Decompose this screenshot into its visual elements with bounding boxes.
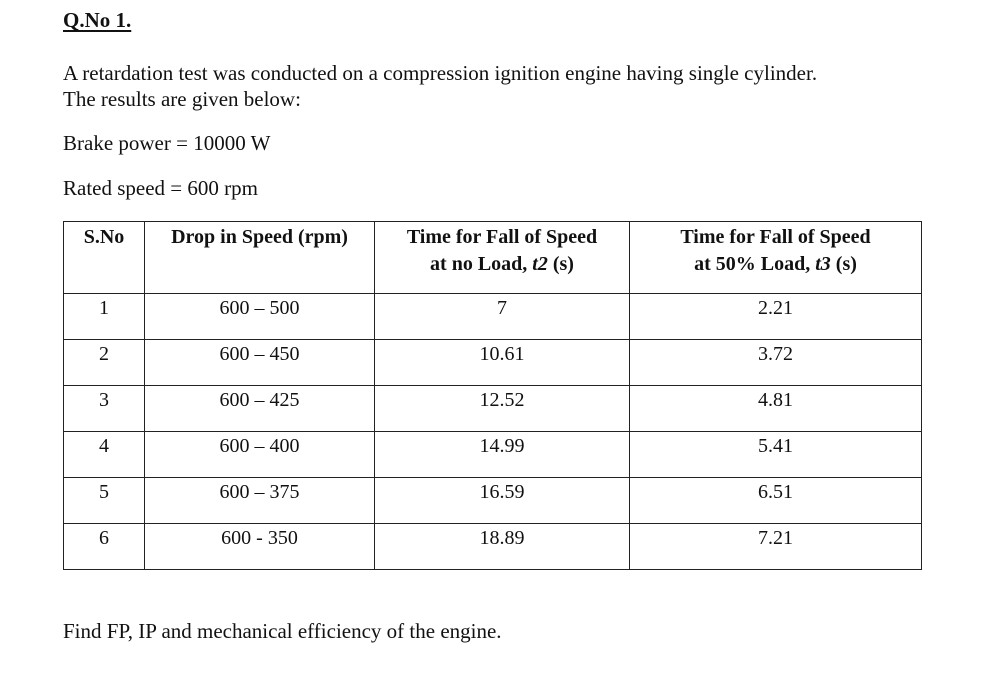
cell-sno: 6: [64, 524, 145, 570]
cell-t3: 3.72: [630, 340, 922, 386]
intro-line-1: A retardation test was conducted on a compression ignition engine having single cylinder.: [63, 61, 818, 85]
cell-t3: 7.21: [630, 524, 922, 570]
cell-sno: 4: [64, 432, 145, 478]
results-table: [63, 221, 922, 570]
cell-sno: 1: [64, 294, 145, 340]
header-time-no-load-line1: Time for Fall of Speed: [406, 226, 598, 248]
cell-sno: 2: [64, 340, 145, 386]
header-time-no-load-line2: at no Load, t2 (s): [430, 253, 574, 275]
rated-speed: Rated speed = 600 rpm: [63, 176, 258, 200]
cell-t2: 10.61: [375, 340, 630, 386]
cell-t3: 4.81: [630, 386, 922, 432]
header-drop-in-speed: Drop in Speed (rpm): [145, 222, 375, 294]
cell-sno: 3: [64, 386, 145, 432]
table-row: [64, 432, 922, 478]
header-sno: S.No: [64, 222, 145, 294]
cell-drop: 600 – 400: [145, 432, 375, 478]
question-intro: [63, 60, 943, 112]
brake-power: Brake power = 10000 W: [63, 131, 271, 155]
header-time-half-load-line2: at 50% Load, t3 (s): [694, 253, 857, 275]
table-row: [64, 524, 922, 570]
cell-t3: 5.41: [630, 432, 922, 478]
header-time-half-load: [630, 222, 922, 294]
cell-t2: 18.89: [375, 524, 630, 570]
cell-drop: 600 – 450: [145, 340, 375, 386]
intro-line-2: The results are given below:: [63, 87, 301, 111]
cell-drop: 600 – 425: [145, 386, 375, 432]
cell-t3: 2.21: [630, 294, 922, 340]
cell-drop: 600 - 350: [145, 524, 375, 570]
question-task: Find FP, IP and mechanical efficiency of the engine.: [63, 619, 502, 643]
header-time-no-load: [375, 222, 630, 294]
table-row: [64, 478, 922, 524]
cell-sno: 5: [64, 478, 145, 524]
cell-t2: 7: [375, 294, 630, 340]
cell-drop: 600 – 375: [145, 478, 375, 524]
cell-t2: 16.59: [375, 478, 630, 524]
cell-t3: 6.51: [630, 478, 922, 524]
table-row: [64, 340, 922, 386]
cell-t2: 14.99: [375, 432, 630, 478]
cell-drop: 600 – 500: [145, 294, 375, 340]
cell-t2: 12.52: [375, 386, 630, 432]
table-row: [64, 294, 922, 340]
table-row: [64, 386, 922, 432]
header-time-half-load-line1: Time for Fall of Speed: [680, 226, 871, 248]
question-number: Q.No 1.: [63, 8, 132, 32]
table-header-row: [64, 222, 922, 294]
